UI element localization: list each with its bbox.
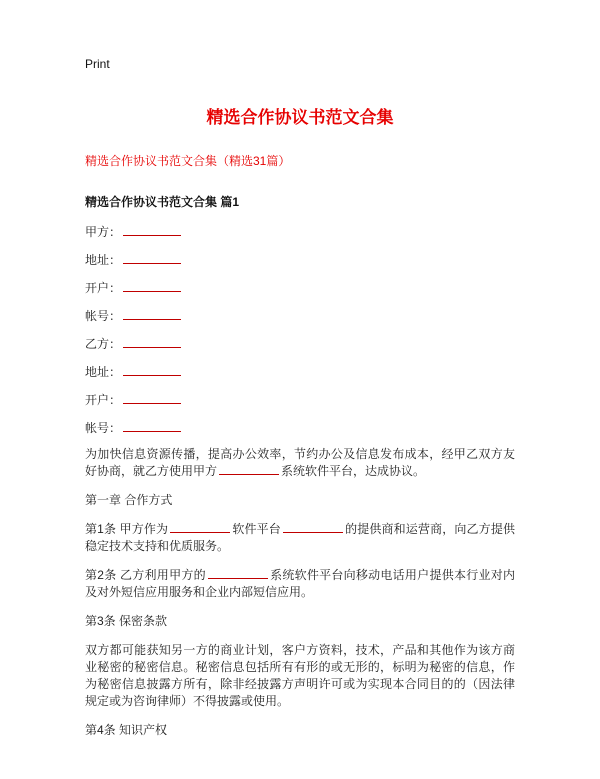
print-link[interactable]: Print (85, 57, 110, 71)
clause-3-heading (85, 613, 515, 630)
blank-line (170, 521, 230, 533)
text-run: 第一章 合作方式 (85, 493, 173, 507)
clause-2 (85, 567, 515, 601)
form-row (85, 420, 515, 434)
document-subtitle: 精选合作协议书范文合集（精选31篇） (85, 154, 291, 168)
form-field-label: 甲方： (85, 225, 122, 239)
text-run: 软件平台 (232, 522, 281, 536)
blank-line (123, 420, 181, 432)
form-field-label: 帐号： (85, 309, 122, 323)
text-run: 第2条 乙方利用甲方的 (85, 568, 206, 582)
form-row (85, 308, 515, 322)
form-fields (85, 224, 515, 434)
text-run: 第4条 知识产权 (85, 723, 168, 737)
blank-line (123, 224, 181, 236)
page-title: 精选合作协议书范文合集 (206, 108, 394, 127)
blank-line (123, 336, 181, 348)
text-run: 系统软件平台向移动电话用户提供本行业对内及对外短信应用服务和企业内部短信应用。 (85, 568, 515, 599)
blank-line (123, 392, 181, 404)
text-run: 的提供商和运营商，向乙方提供稳定技术支持和优质服务。 (85, 522, 515, 553)
blank-line (208, 567, 268, 579)
content-blocks (85, 446, 515, 739)
clause-1 (85, 521, 515, 555)
blank-line (123, 308, 181, 320)
form-field-label: 开户： (85, 281, 122, 295)
blank-line (123, 280, 181, 292)
text-run: 双方都可能获知另一方的商业计划，客户方资料，技术，产品和其他作为该方商业秘密的秘密信息。秘密信息包括所有有形的或无形的，标明为秘密的信息，作为秘密信息披露方所有，除非经披露方声明许可或为实现本合同目的的（因法律规定或为咨询律师）不得披露或使用。 (85, 643, 515, 708)
text-run: 第1条 甲方作为 (85, 522, 169, 536)
form-row (85, 392, 515, 406)
text-run: 系统软件平台，达成协议。 (281, 464, 426, 478)
form-field-label: 开户： (85, 393, 122, 407)
clause-4-heading (85, 722, 515, 739)
intro-paragraph (85, 446, 515, 480)
form-field-label: 帐号： (85, 421, 122, 435)
text-run: 第3条 保密条款 (85, 614, 168, 628)
section-heading: 精选合作协议书范文合集 篇1 (85, 195, 240, 209)
blank-line (123, 364, 181, 376)
form-row (85, 280, 515, 294)
form-field-label: 乙方： (85, 337, 122, 351)
form-row (85, 336, 515, 350)
form-row (85, 252, 515, 266)
form-field-label: 地址： (85, 365, 122, 379)
form-row (85, 364, 515, 378)
chapter-1-heading (85, 492, 515, 509)
form-row (85, 224, 515, 238)
blank-line (219, 463, 279, 475)
text-run: 为加快信息资源传播，提高办公效率，节约办公及信息发布成本，经甲乙双方友好协商，就乙方使用甲方 (85, 447, 515, 478)
form-field-label: 地址： (85, 253, 122, 267)
blank-line (123, 252, 181, 264)
blank-line (283, 521, 343, 533)
confidentiality-paragraph (85, 642, 515, 710)
